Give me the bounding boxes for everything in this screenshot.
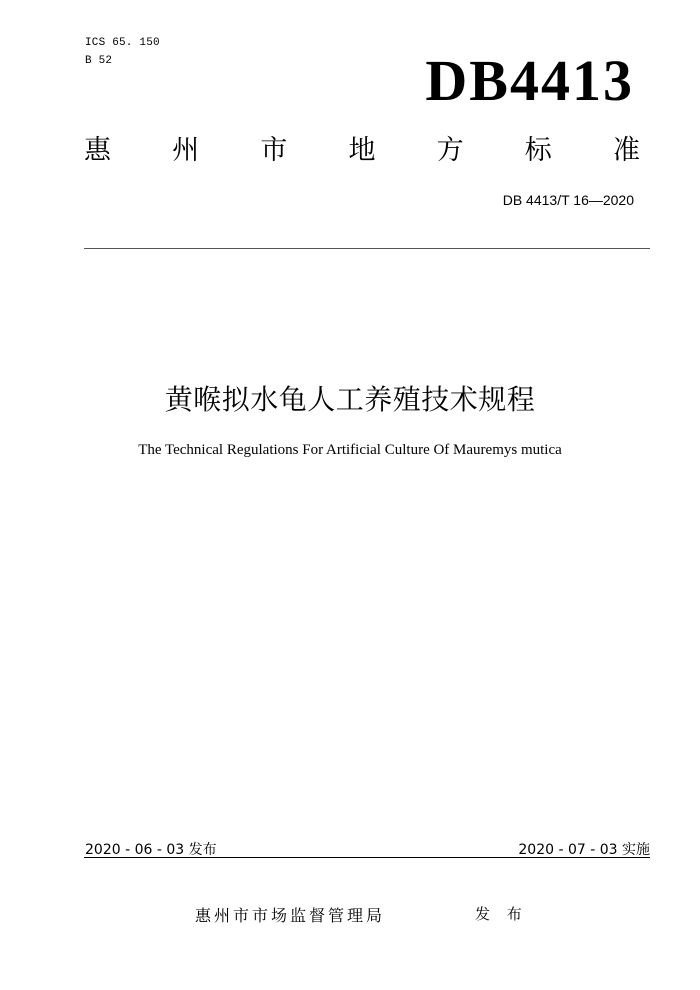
bottom-divider	[84, 857, 650, 858]
standard-type-char: 惠	[84, 135, 111, 166]
standard-type-char: 州	[172, 135, 200, 166]
publish-date: 2020 - 06 - 03 发布	[85, 842, 217, 858]
document-title-english: The Technical Regulations For Artificial Culture Of Mauremys mutica	[138, 442, 562, 458]
standard-type-char: 方	[436, 135, 464, 166]
standard-type-char: 市	[260, 135, 288, 166]
standard-type-heading	[84, 137, 640, 164]
top-divider	[84, 248, 650, 249]
ccs-code: B 52	[85, 55, 113, 67]
ics-code: ICS 65. 150	[85, 37, 160, 49]
issue-label: 发 布	[475, 905, 528, 923]
standard-code-large: DB4413	[425, 48, 634, 113]
standard-type-char: 地	[348, 135, 376, 166]
standard-type-char: 标	[524, 135, 552, 166]
implementation-date: 2020 - 07 - 03 实施	[518, 842, 650, 858]
issuing-authority: 惠州市市场监督管理局	[195, 906, 386, 925]
standard-number: DB 4413/T 16—2020	[502, 192, 634, 208]
standard-type-char: 准	[612, 135, 640, 166]
document-title-chinese: 黄喉拟水龟人工养殖技术规程	[164, 383, 536, 416]
